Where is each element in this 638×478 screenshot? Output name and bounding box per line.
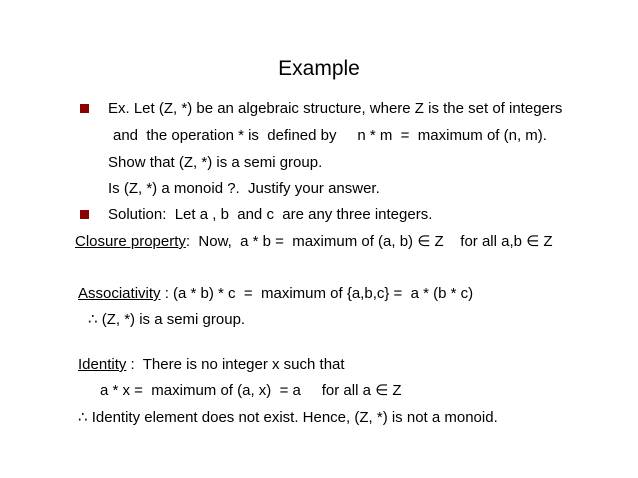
solution-line: Solution: Let a , b and c are any three integers. (108, 206, 433, 223)
example-statement-line-3: Show that (Z, *) is a semi group. (108, 154, 323, 171)
slide-title: Example (278, 57, 360, 80)
monoid-conclusion: ∴ Identity element does not exist. Hence, (Z, *) is not a monoid. (78, 409, 498, 426)
identity-text: : There is no integer x such that (126, 356, 345, 373)
closure-line (75, 232, 553, 251)
bullet-square-icon (80, 210, 89, 219)
associativity-label: Associativity (78, 285, 161, 302)
associativity-text: : (a * b) * c = maximum of {a,b,c} = a * (b * c) (160, 285, 474, 302)
semigroup-conclusion: ∴ (Z, *) is a semi group. (88, 311, 246, 328)
example-statement-line-1: Ex. Let (Z, *) be an algebraic structure, where Z is the set of integers (108, 100, 563, 117)
associativity-line (78, 284, 473, 303)
example-statement-line-4: Is (Z, *) a monoid ?. Justify your answer. (108, 180, 380, 197)
identity-label: Identity (78, 356, 127, 373)
closure-text: : Now, a * b = maximum of (a, b) ∈ Z for all a,b ∈ Z (185, 233, 553, 250)
identity-line (78, 355, 345, 374)
identity-equation: a * x = maximum of (a, x) = a for all a ∈ Z (100, 382, 402, 399)
closure-label: Closure property (75, 233, 186, 250)
example-statement-line-2: and the operation * is defined by n * m = maximum of (n, m). (113, 127, 547, 144)
bullet-square-icon (80, 104, 89, 113)
